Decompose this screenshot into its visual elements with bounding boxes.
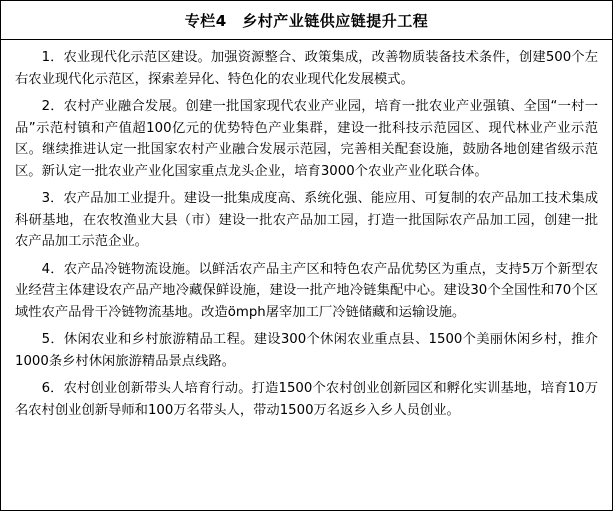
paragraph-6: 6．农村创业创新带头人培育行动。打造1500个农村创业创新园区和孵化实训基地，培育10万名农村创业创新导师和100万名带头人，带动1500万名返乡入乡人员创业。 — [15, 381, 598, 418]
paragraph-5: 5．休闲农业和乡村旅游精品工程。建设300个休闲农业重点县、1500个美丽休闲乡村，推介1000条乡村休闲旅游精品景点线路。 — [15, 332, 598, 369]
paragraph-2: 2．农村产业融合发展。创建一批国家现代农业产业园，培育一批农业产业强镇、全国“一村一品”示范村镇和产值超100亿元的优势特色产业集群，建设一批科技示范园区、现代林业产业示范区。继续推进认定一批国家农村产业融合发展示范园，完善相关配套设施，鼓励各地创建省级示范区。新认定一批农业产业化国家重点龙头企业，培育3000个农业产业化联合体。 — [15, 99, 598, 179]
document-title-bar — [1, 1, 612, 40]
page-title: 专栏4 乡村产业链供应链提升工程 — [184, 12, 429, 30]
paragraph-3: 3．农产品加工业提升。建设一批集成度高、系统化强、能应用、可复制的农产品加工技术集成科研基地，在农牧渔业大县（市）建设一批农产品加工园，打造一批国际农产品加工园，创建一批农产品加工示范企业。 — [15, 191, 598, 249]
paragraph-1: 1．农业现代化示范区建设。加强资源整合、政策集成，改善物质装备技术条件，创建500个左右农业现代化示范区，探索差异化、特色化的农业现代化发展模式。 — [15, 50, 598, 87]
document-body — [1, 40, 612, 427]
paragraph-4: 4．农产品冷链物流设施。以鲜活农产品主产区和特色农产品优势区为重点，支持5万个新型农业经营主体建设农产品产地冷藏保鲜设施，建设一批产地冷链集配中心。建设30个全国性和70个区域性农产品骨干冷链物流基地。改造ömph屠宰加工厂冷链储藏和运输设施。 — [15, 261, 598, 320]
